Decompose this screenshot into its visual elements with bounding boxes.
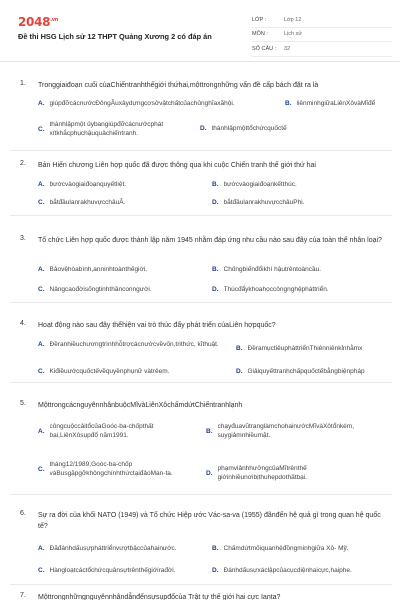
answer-option[interactable] — [212, 265, 392, 274]
meta-key: LỚP : — [252, 16, 267, 23]
question-number: 6. — [20, 510, 26, 517]
answer-option[interactable] — [212, 566, 400, 575]
option-letter: D. — [236, 368, 243, 375]
option-letter: C. — [38, 368, 45, 375]
document-meta — [252, 13, 392, 57]
option-letter: B. — [212, 181, 219, 188]
question-text: Sự ra đời của khối NATO (1949) và Tổ chức Hiệp ước Vác-sa-va (1955) đãnđến hệ quả gì trong quan hệ quốc tế? — [38, 512, 381, 530]
question-text: MộttrongcácnguyênnhânbuộcMĩvàLiênXôchấmdứtChiếntranhlạnh — [38, 402, 243, 409]
option-text: tháng12/1989,Goóc-ba-chốp vàBusgặpgỡkhôngchínhthứctạiđảoMan-ta. — [49, 461, 173, 477]
answer-option[interactable] — [206, 464, 400, 482]
answer-option[interactable] — [38, 544, 228, 553]
option-letter: B. — [285, 100, 292, 107]
question-text: Tổ chức Liên hợp quốc được thành lập năm 1945 nhằm đáp ứng nhu cầu nào sau đây của toàn thể nhân loại? — [38, 237, 382, 244]
option-text: thànhlậpmột ủybangiúpđỡcácnướcphát xítkhắcphụchậuquảchiếntranh. — [49, 121, 164, 137]
meta-value: Lớp 12 — [284, 16, 302, 23]
option-text: Đãđánhdấusựpháttriểnvượtbậccủahainước. — [49, 545, 177, 552]
option-text: Chấmdứtmốiquanhệđồngminhgiữa Xô- Mỹ. — [223, 545, 349, 552]
option-letter: A. — [38, 100, 45, 107]
answer-option[interactable] — [38, 285, 208, 294]
question-number: 4. — [20, 320, 26, 327]
question-text: Mộttrongnhữngnguyênnhândẫnđếnsựsụpđổcủa Trật tự thế giới hai cực Ianta? — [38, 594, 281, 600]
option-letter: A. — [38, 266, 45, 273]
answer-option[interactable] — [38, 340, 234, 349]
question-number: 5. — [20, 400, 26, 407]
answer-option[interactable] — [236, 344, 400, 353]
option-letter: D. — [212, 567, 219, 574]
question-text: Tronggiaiđoạn cuối củaChiếntranhthếgiới thứhai,mộttrongnhững vấn đề cấp bách đặt ra là — [38, 82, 319, 89]
meta-row-subject — [252, 28, 392, 43]
question-divider — [10, 494, 392, 495]
option-text: bướcvàogiaiđoạnquyếtliệt. — [49, 181, 127, 188]
option-letter: D. — [200, 125, 207, 132]
option-text: ĐềramụctiêupháttriểnThiênniênkỉnhằmx — [247, 345, 363, 352]
option-letter: C. — [38, 199, 45, 206]
site-logo[interactable]: $2048^{.vn}$ — [18, 15, 59, 29]
option-letter: B. — [212, 266, 219, 273]
option-text: phạmviảnhhưởngcủaMĩtrênthế giớinhiềunơibịthuhẹpdothấtbại. — [217, 465, 307, 481]
answer-option[interactable] — [212, 285, 392, 294]
option-letter: A. — [38, 427, 45, 435]
question-divider — [10, 584, 392, 585]
meta-key: MÔN : — [252, 31, 268, 38]
question-divider — [10, 215, 392, 216]
document-title: Đề thi HSG Lịch sử 12 THPT Quảng Xương 2 có đáp án — [18, 32, 212, 41]
option-letter: D. — [206, 469, 213, 477]
option-text: Hàngloạtcáctổchứcquânsựtrênthếgiớirađời. — [49, 567, 176, 574]
answer-option[interactable] — [236, 367, 400, 376]
question-number: 3. — [20, 235, 26, 242]
question-number: 7. — [20, 592, 26, 599]
question-text: Hoạt động nào sau đây thểhiện vai trò thúc đẩy phát triển củaLiên hợpquốc? — [38, 322, 276, 329]
option-text: Đềranhiềuchươngtrìnhhỗtrợcácnướcvềvốn,trithức, kĩthuật. — [49, 341, 219, 348]
meta-row-class — [252, 13, 392, 28]
answer-option[interactable] — [212, 180, 392, 189]
answer-option[interactable] — [38, 265, 208, 274]
option-text: chạyđuavũtranglàmchohainướcMĩvàXôtổnkém, suygiảmnhiềumặt. — [217, 423, 355, 439]
option-letter: C. — [38, 125, 45, 133]
option-text: Bảovệhòabình,anninhtoànthếgiới. — [49, 266, 148, 273]
option-letter: C. — [38, 567, 45, 574]
answer-option[interactable] — [38, 198, 208, 207]
option-letter: D. — [212, 286, 219, 293]
question-divider — [10, 302, 392, 303]
option-text: thànhlậpmộttổchứcquốctế — [211, 125, 287, 132]
meta-value: Lịch sử — [284, 31, 303, 38]
question-number: 1. — [20, 80, 26, 87]
option-text: Nângcaođờisốngtinhthầnconngười. — [49, 286, 152, 293]
option-letter: A. — [38, 545, 45, 552]
answer-option[interactable] — [212, 198, 392, 207]
meta-value: 32 — [284, 45, 291, 52]
option-text: Đánhdấusựxáclậpcủacụcdiệnhaicực,haiphe. — [223, 567, 352, 574]
meta-row-question-count — [252, 42, 392, 57]
option-text: bướcvàogiaiđoạnkếtthúc. — [223, 181, 297, 188]
question-divider — [10, 150, 392, 151]
option-text: bắtđầulanrakhuvựcchâuÂ. — [49, 199, 126, 206]
option-text: liênminhgiữaLiênXôvàMĩđể — [296, 100, 376, 107]
option-letter: B. — [206, 427, 213, 435]
answer-option[interactable] — [38, 120, 198, 138]
answer-option[interactable] — [285, 99, 400, 108]
answer-option[interactable] — [212, 544, 400, 553]
option-letter: D. — [212, 199, 219, 206]
answer-option[interactable] — [38, 99, 288, 108]
option-text: giúpđỡcácnướcĐôngÂuxâydựngcơsởvậtchấtcủachủnghĩaxãhội. — [49, 100, 235, 107]
option-text: côngcuộccảitổcủaGoóc-ba-chốpthất bại,LiênXôsụpđổ năm1991. — [49, 423, 154, 439]
option-text: Thúcđẩykhoahọccôngnghệpháttriển. — [223, 286, 329, 293]
answer-option[interactable] — [206, 422, 400, 440]
meta-key: SỐ CÂU : — [252, 45, 277, 52]
option-letter: B. — [212, 545, 219, 552]
question-divider — [10, 382, 392, 383]
question-number: 2. — [20, 160, 26, 167]
option-letter: C. — [38, 465, 45, 473]
option-letter: C. — [38, 286, 45, 293]
answer-option[interactable] — [38, 460, 208, 478]
answer-option[interactable] — [38, 422, 208, 440]
answer-option[interactable] — [38, 566, 228, 575]
option-text: Giảiquyếttranhchấpquốctếbằngbiệnpháp — [247, 368, 365, 375]
option-letter: B. — [236, 345, 243, 352]
option-letter: A. — [38, 181, 45, 188]
answer-option[interactable] — [200, 124, 400, 133]
option-letter: A. — [38, 341, 45, 348]
answer-option[interactable] — [38, 367, 234, 376]
question-text: Bản Hiến chương Liên hợp quốc đã được thông qua khi cuộc Chiến tranh thế giới thứ hai — [38, 162, 316, 169]
page-header — [0, 0, 400, 62]
option-text: Chốngbiếnđổikhí hậutrêntoàncầu. — [223, 266, 322, 273]
answer-option[interactable] — [38, 180, 208, 189]
option-text: bắtđầulanrakhuvựcchâuPhi. — [223, 199, 305, 206]
option-text: Kiđiềuướcquốctếvềquyềnphụnữ vàtrẻem. — [49, 368, 170, 375]
